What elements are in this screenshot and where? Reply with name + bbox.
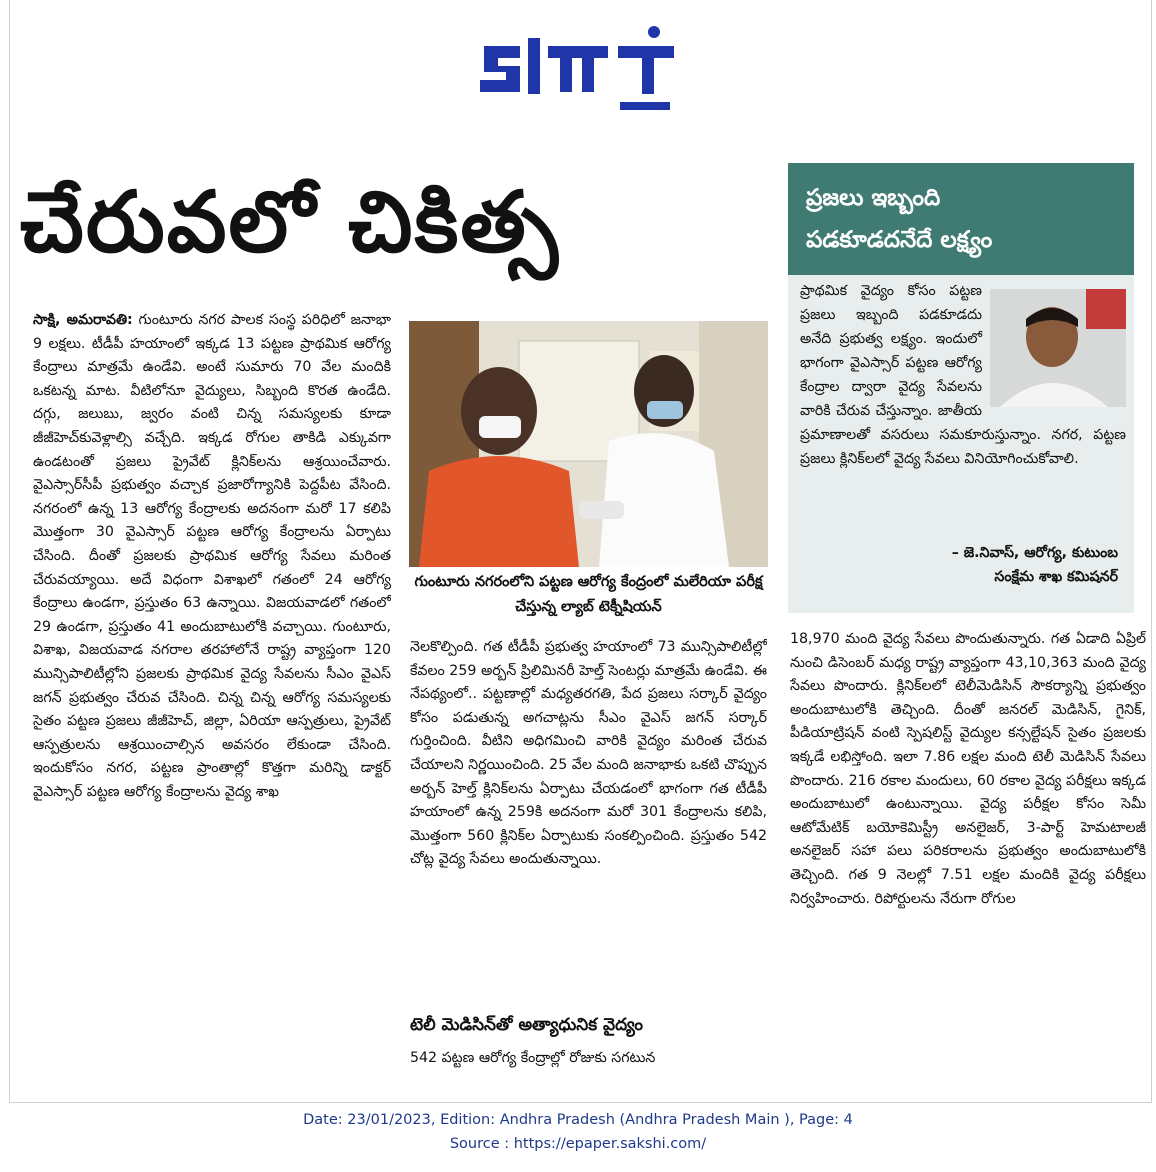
- column-1-text: గుంటూరు నగర పాలక సంస్థ పరిధిలో జనాభా 9 లక్షలు. టీడీపీ హయాంలో ఇక్కడ 13 పట్టణ ప్రాథమిక ఆరోగ్య కేంద్రాలు మాత్రమే ఉండేవి. అంటే సుమారు 70 వేల మందికి ఒకటన్న మాట. వీటిలోనూ వైద్యులు, సిబ్బంది కొరత ఉండేది. దగ్గు, జలుబు, జ్వరం వంటి చిన్న సమస్యలకు కూడా జీజీహెచ్‌కువెళ్లాల్సి వచ్చేది. ఇక్కడ రోగుల తాకిడి ఎక్కువగా ఉండటంతో ప్రజలు ప్రైవేట్ క్లినిక్‌లను ఆశ్రయించేవారు. వైఎస్సార్‌సీపీ ప్రభుత్వం వచ్చాక ప్రజారోగ్యానికి పెద్దపీట వేసింది. నగరంలో ఉన్న 13 ఆరోగ్య కేంద్రాలకు అదనంగా మరో 17 కలిపి మొత్తంగా 30 వైఎస్సార్ పట్టణ ఆరోగ్య కేంద్రాలను ఏర్పాటు చేసింది. దీంతో ప్రజలకు ప్రాథమిక ఆరోగ్య సేవలు మరింత చేరువయ్యాయి. అదే విధంగా విశాఖలో గతంలో 24 ఆరోగ్య కేంద్రాలు ఉండగా, ప్రస్తుతం 63 ఉన్నాయి. విజయవాడలో గతంలో 29 ఉండగా, ప్రస్తుతం 41 అందుబాటులోకి వచ్చాయి. గుంటూరు, విశాఖ, విజయవాడ నగరాల తరహాలోనే రాష్ట్ర వ్యాప్తంగా 120 మున్సిపాలిటీల్లోని ప్రజలకు ప్రాథమిక వైద్య సేవలను సీఎం వైఎస్ జగన్ ప్రభుత్వం చేరువ చేసింది. చిన్న చిన్న ఆరోగ్య సమస్యలకు సైతం పట్టణ ప్రజలు జీజీహెచ్, జిల్లా, ఏరియా ఆస్పత్రులు, ప్రైవేట్ ఆస్పత్రులను ఆశ్రయించాల్సిన అవసరం లేకుండా చేసింది. ఇందుకోసం నగర, పట్టణ ప్రాంతాల్లో కొత్తగా మరిన్ని డాక్టర్ వైఎస్సార్ పట్టణ ఆరోగ్య కేంద్రాలను వైద్య శాఖ: [33, 312, 391, 800]
- sidebar-text: ప్రాథమిక వైద్యం కోసం పట్టణ ప్రజలు ఇబ్బంది పడకూడదు అనేది ప్రభుత్వ లక్ష్యం. ఇందులో భాగంగా వైఎస్సార్ పట్టణ ఆరోగ్య కేంద్రాల ద్వారా వైద్య సేవలను వారికి చేరువ చేస్తున్నాం. జాతీయ ప్రమాణాలతో వసరులు సమకూరుస్తున్నాం. నగర, పట్టణ ప్రజలు క్లినిక్‌లలో వైద్య సేవలు వినియోగించుకోవాలి.: [800, 283, 1126, 467]
- dateline: సాక్షి, అమరావతి:: [33, 312, 133, 328]
- article-column-2: నెలకొల్పింది. గత టీడీపీ ప్రభుత్వ హయాంలో 73 మున్సిపాలిటీల్లో కేవలం 259 అర్బన్ ప్రిలిమినరీ హెల్త్ సెంటర్లు మాత్రమే ఉండేవి. ఈ నేపథ్యంలో.. పట్టణాల్లో మధ్యతరగతి, పేద ప్రజలు సర్కార్ వైద్యం కోసం పడుతున్న అగచాట్లను సీఎం వైఎస్ జగన్ సర్కార్ గుర్తించింది. వీటిని అధిగమించి వారికి వైద్యం మరింత చేరువ చేయాలని నిర్ణయించింది. 25 వేల మంది జనాభాకు ఒకటి చొప్పున అర్బన్ హెల్త్ క్లినిక్‌లను ఏర్పాటు చేయడంలో భాగంగా గత టీడీపీ హయాంలో ఉన్న 259కి అదనంగా మరో 301 కేంద్రాలను కలిపి, మొత్తంగా 560 క్లినిక్‌ల ఏర్పాటుకు సంకల్పించింది. ప్రస్తుతం 542 చోట్ల వైద్య సేవలు అందుతున్నాయి.: [410, 639, 767, 868]
- source-link[interactable]: Source : https://epaper.sakshi.com/: [449, 1136, 707, 1152]
- subhead: టెలీ మెడిసిన్‌తో అత్యాధునిక వైద్యం: [410, 1015, 644, 1035]
- sidebar-title: [788, 163, 1134, 275]
- article-column-2-continued: 542 పట్టణ ఆరోగ్య కేంద్రాల్లో రోజుకు సగటున: [410, 1050, 656, 1066]
- quote-attribution-line-1: – జె.నివాస్, ఆరోగ్య, కుటుంబ: [951, 545, 1118, 561]
- lab-technician-photo: [409, 321, 768, 567]
- sidebar-title-line-1: ప్రజలు ఇబ్బంది: [806, 185, 941, 211]
- headline: చేరువలో చికిత్స: [20, 173, 561, 271]
- sakshi-logo: [470, 18, 690, 114]
- sidebar-title-line-2: పడకూడదనేదే లక్ష్యం: [806, 227, 993, 253]
- sidebar-body: [800, 279, 1126, 471]
- commissioner-photo: [990, 289, 1126, 407]
- article-column-3: 18,970 మంది వైద్య సేవలు పొందుతున్నారు. గత ఏడాది ఏప్రిల్ నుంచి డిసెంబర్ మధ్య రాష్ట్ర వ్యాప్తంగా 43,10,363 మంది వైద్య సేవలు పొందారు. క్లినిక్‌లలో టెలీమెడిసిన్ సౌకర్యాన్ని ప్రభుత్వం అందుబాటులోకి తెచ్చింది. దీంతో జనరల్ మెడిసిన్, గైనిక్, పీడియాట్రిషన్ వంటి స్పెషలిస్ట్ వైద్యుల కన్సల్టేషన్ సైతం ప్రజలకు ఇక్కడే లభిస్తోంది. ఇలా 7.86 లక్షల మంది టెలీ మెడిసిన్ సేవలు పొందారు. 216 రకాల మందులు, 60 రకాల వైద్య పరీక్షలు ఇక్కడ అందుబాటులో ఉంటున్నాయి. వైద్య పరీక్షల కోసం సెమీ ఆటోమేటిక్ బయోకెమిస్ట్రీ అనలైజర్, 3-పార్ట్ హెమటాలజీ అనలైజర్ సహా పలు పరికరాలను ప్రభుత్వం అందుబాటులోకి తెచ్చింది. గత 9 నెలల్లో 7.51 లక్షల మందికి వైద్య పరీక్షలు నిర్వహించారు. రిపోర్టులను నేరుగా రోగుల: [790, 631, 1146, 907]
- footer: [0, 1108, 1156, 1156]
- photo-illustration: [409, 321, 768, 567]
- portrait-illustration: [990, 289, 1126, 407]
- article-column-1: [33, 309, 391, 1099]
- photo-caption: గుంటూరు నగరంలోని పట్టణ ఆరోగ్య కేంద్రంలో మలేరియా పరీక్ష చేస్తున్న ల్యాబ్ టెక్నీషియన్: [414, 574, 763, 615]
- quote-attribution: [798, 541, 1118, 589]
- edition-info: Date: 23/01/2023, Edition: Andhra Pradesh (Andhra Pradesh Main ), Page: 4: [303, 1112, 853, 1128]
- sakshi-logo-glyphs: [470, 18, 690, 114]
- sidebar-quote-box: [788, 163, 1134, 613]
- quote-attribution-line-2: సంక్షేమ శాఖ కమిషనర్: [994, 569, 1118, 585]
